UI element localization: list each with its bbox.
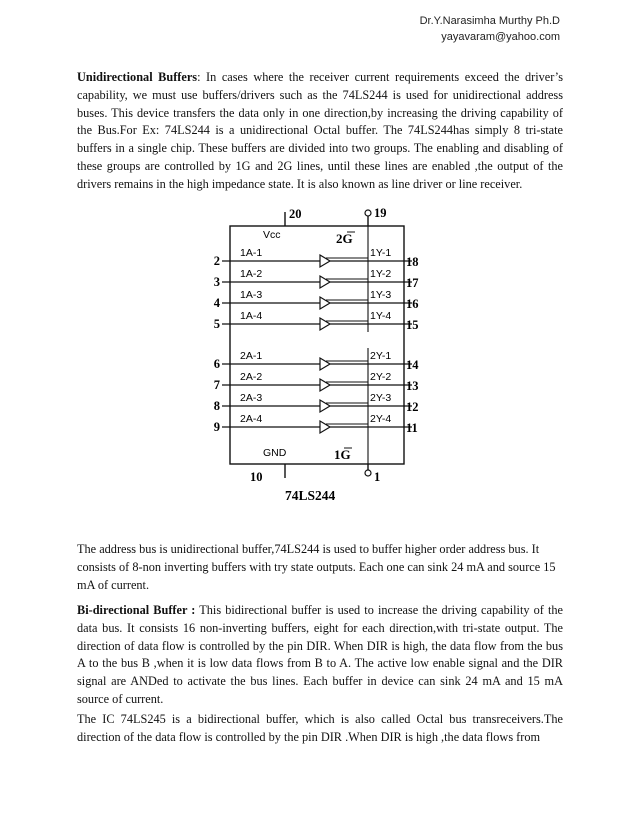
input-label: 2A-4	[240, 413, 263, 425]
input-pin-number: 3	[213, 275, 220, 289]
buffer-triangle	[320, 400, 330, 412]
output-label: 1Y-2	[370, 268, 392, 280]
output-label: 2Y-2	[370, 371, 392, 383]
output-pin-number: 18	[406, 255, 419, 269]
input-pin-number: 2	[213, 254, 220, 268]
buffer-triangle	[320, 358, 330, 370]
output-label: 1Y-4	[370, 310, 392, 322]
output-pin-number: 17	[406, 276, 419, 290]
gnd-pin-number: 10	[250, 470, 263, 484]
heading-unidirectional: Unidirectional Buffers	[77, 70, 198, 84]
paragraph-74ls245: The IC 74LS245 is a bidirectional buffer, which is also called Octal bus transreceivers.The direction of the data flow is controlled by the pin DIR .When DIR is high ,the data flows from	[77, 712, 563, 744]
enable2-label: 2G	[336, 231, 353, 246]
output-label: 2Y-3	[370, 392, 392, 404]
input-pin-number: 7	[213, 378, 220, 392]
enable2-bubble	[365, 210, 371, 216]
output-pin-number: 14	[406, 358, 419, 372]
author-name: Dr.Y.Narasimha Murthy Ph.D	[419, 15, 560, 27]
input-label: 1A-1	[240, 247, 263, 259]
enable2-pin-number: 19	[374, 206, 387, 220]
enable1-label: 1G	[334, 447, 351, 462]
input-pin-number: 9	[213, 420, 220, 434]
output-pin-number: 12	[406, 400, 419, 414]
buffer-triangle	[320, 255, 330, 267]
buffer-triangle	[320, 318, 330, 330]
output-label: 1Y-1	[370, 247, 392, 259]
buffer-triangle	[320, 379, 330, 391]
output-pin-number: 13	[406, 379, 419, 393]
vcc-pin-number: 20	[289, 207, 302, 221]
input-pin-number: 5	[213, 317, 220, 331]
enable1-bubble	[365, 470, 371, 476]
input-pin-number: 6	[213, 357, 220, 371]
input-label: 1A-3	[240, 289, 263, 301]
input-label: 2A-3	[240, 392, 263, 404]
output-label: 2Y-1	[370, 350, 392, 362]
buffer-triangle	[320, 276, 330, 288]
paragraph-unidirectional	[77, 69, 563, 194]
paragraph-address-bus: The address bus is unidirectional buffer,74LS244 is used to buffer higher order address bus. It consists of 8-non inverting buffers with try state outputs. Each one can sink 24 mA and source 15 mA of current.	[77, 542, 556, 592]
input-pin-number: 4	[213, 296, 220, 310]
buffer-triangle	[320, 421, 330, 433]
gnd-label: GND	[263, 447, 287, 459]
paragraph-unidirectional-text: : In cases where the receiver current requirements exceed the driver’s capability, we must use buffers/drivers such as the 74LS244 is used for unidirectional address buses. This device transfers the data only in one direction,by increasing the driving capability of the Bus.For Ex: 74LS244 is a unidirectional Octal buffer. The 74LS244has simply 8 tri-state buffers in a single chip. These buffers are divided into two groups. The enabling and disabling of these groups are controlled by 1G and 2G lines, until these lines are enabled ,the output of the drivers remains in the high impedance state. It is also known as line driver or line receiver.	[77, 70, 563, 191]
input-label: 1A-4	[240, 310, 263, 322]
output-pin-number: 11	[406, 421, 418, 435]
heading-bidirectional: Bi-directional Buffer :	[77, 603, 196, 617]
chip-body	[230, 226, 404, 464]
ic-74ls244-diagram	[200, 200, 440, 510]
output-label: 2Y-4	[370, 413, 392, 425]
author-email: yayavaram@yahoo.com	[441, 31, 560, 43]
paragraph-bidirectional	[77, 602, 563, 709]
chip-name: 74LS244	[285, 488, 336, 503]
buffer-triangle	[320, 297, 330, 309]
buffer-rows	[214, 247, 420, 435]
vcc-label: Vcc	[263, 229, 281, 241]
input-pin-number: 8	[213, 399, 220, 413]
input-label: 1A-2	[240, 268, 263, 280]
input-label: 2A-2	[240, 371, 263, 383]
input-label: 2A-1	[240, 350, 263, 362]
output-pin-number: 16	[406, 297, 419, 311]
paragraph-bidirectional-text: This bidirectional buffer is used to increase the driving capability of the data bus. It consists 16 non-inverting buffers, eight for each direction,with tri-state output. The direction of data flow is controlled by the pin DIR. When DIR is high, the data flow from the bus A to the bus B ,when it is low data flows from B to A. The active low enable signal and the DIR signal are ANDed to activate the bus lines. Each buffer in device can sink 24 mA and 15 mA source of current.	[77, 603, 563, 706]
output-label: 1Y-3	[370, 289, 392, 301]
page-header	[420, 13, 560, 45]
enable1-pin-number: 1	[374, 470, 381, 484]
output-pin-number: 15	[406, 318, 419, 332]
